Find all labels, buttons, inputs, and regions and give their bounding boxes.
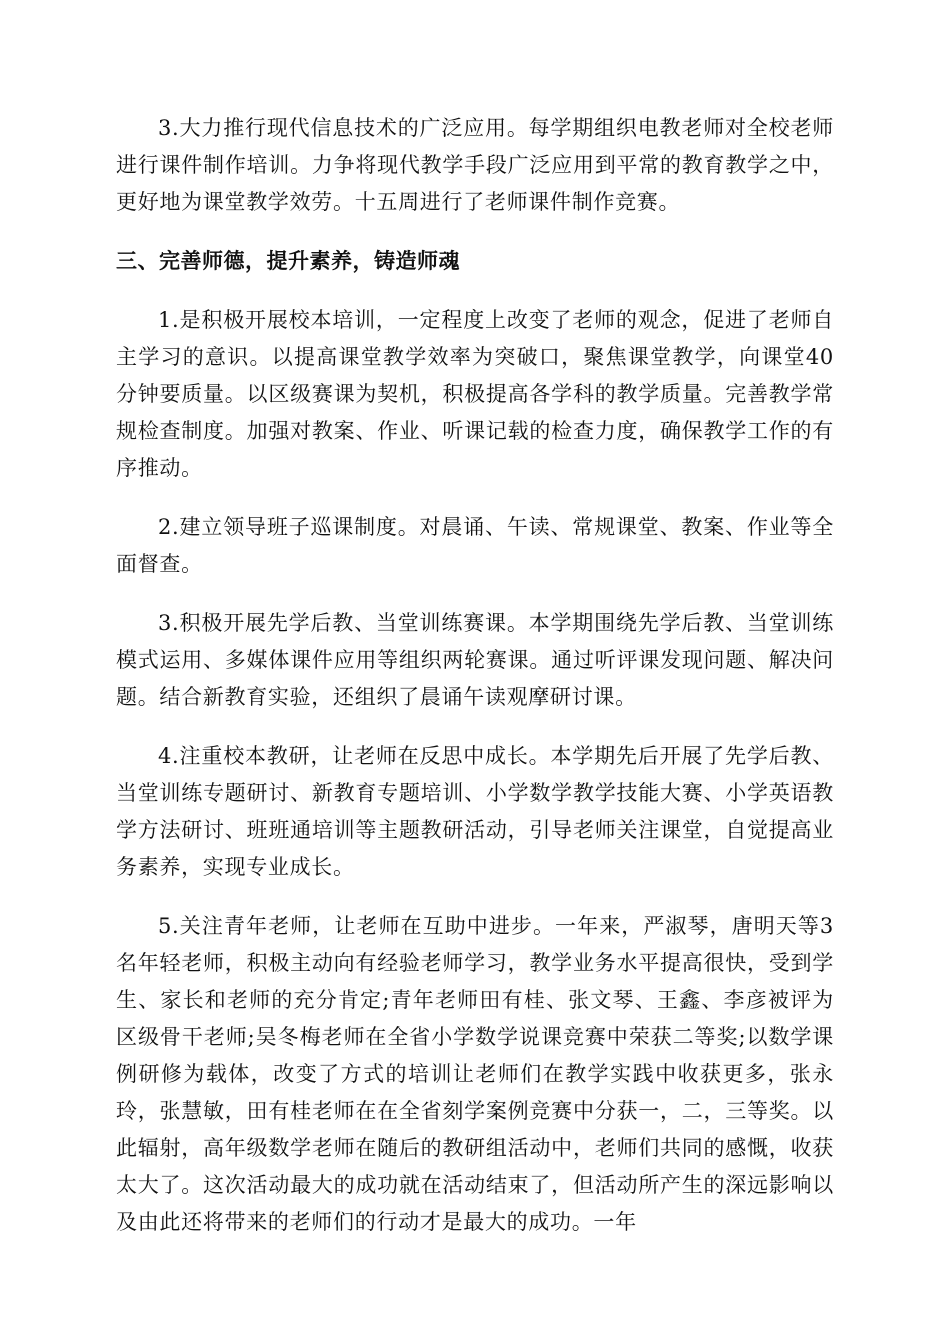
section-heading: 三、完善师德，提升素养，铸造师魂 (116, 249, 460, 273)
paragraph-4-research: 4.注重校本教研，让老师在反思中成长。本学期先后开展了先学后教、当堂训练专题研讨、新教育专题培训、小学数学教学技能大赛、小学英语教学方法研讨、班班通培训等主题教研活动，引导老师关注课堂，自觉提高业务素养，实现专业成长。 (116, 744, 834, 879)
paragraph-1-school-training: 1.是积极开展校本培训，一定程度上改变了老师的观念，促进了老师自主学习的意识。以提高课堂教学效率为突破口，聚焦课堂教学，向课堂40分钟要质量。以区级赛课为契机，积极提高各学科的教学质量。完善教学常规检查制度。加强对教案、作业、听课记载的检查力度，确保教学工作的有序推动。 (116, 308, 834, 480)
document-page (116, 0, 834, 1263)
paragraph-5-young-teachers: 5.关注青年老师，让老师在互助中进步。一年来，严淑琴，唐明天等3名年轻老师，积极主动向有经验老师学习，教学业务水平提高很快，受到学生、家长和老师的充分肯定;青年老师田有桂、张文琴、王鑫、李彦被评为区级骨干老师;吴冬梅老师在全省小学数学说课竞赛中荣获二等奖;以数学课例研修为载体，改变了方式的培训让老师们在教学实践中收获更多，张永玲，张慧敏，田有桂老师在在全省刻学案例竞赛中分获一，二，三等奖。以此辐射，高年级数学老师在随后的教研组活动中，老师们共同的感慨，收获太大了。这次活动最大的成功就在活动结束了，但活动所产生的深远影响以及由此还将带来的老师们的行动才是最大的成功。一年 (116, 914, 834, 1234)
paragraph-3-competition: 3.积极开展先学后教、当堂训练赛课。本学期围绕先学后教、当堂训练模式运用、多媒体课件应用等组织两轮赛课。通过听评课发现问题、解决问题。结合新教育实验，还组织了晨诵午读观摩研讨课。 (116, 611, 834, 709)
paragraph-3-it-application: 3.大力推行现代信息技术的广泛应用。每学期组织电教老师对全校老师进行课件制作培训。力争将现代教学手段广泛应用到平常的教育教学之中，更好地为课堂教学效劳。十五周进行了老师课件制作竞赛。 (116, 116, 834, 214)
paragraph-2-inspection: 2.建立领导班子巡课制度。对晨诵、午读、常规课堂、教案、作业等全面督查。 (116, 515, 834, 576)
